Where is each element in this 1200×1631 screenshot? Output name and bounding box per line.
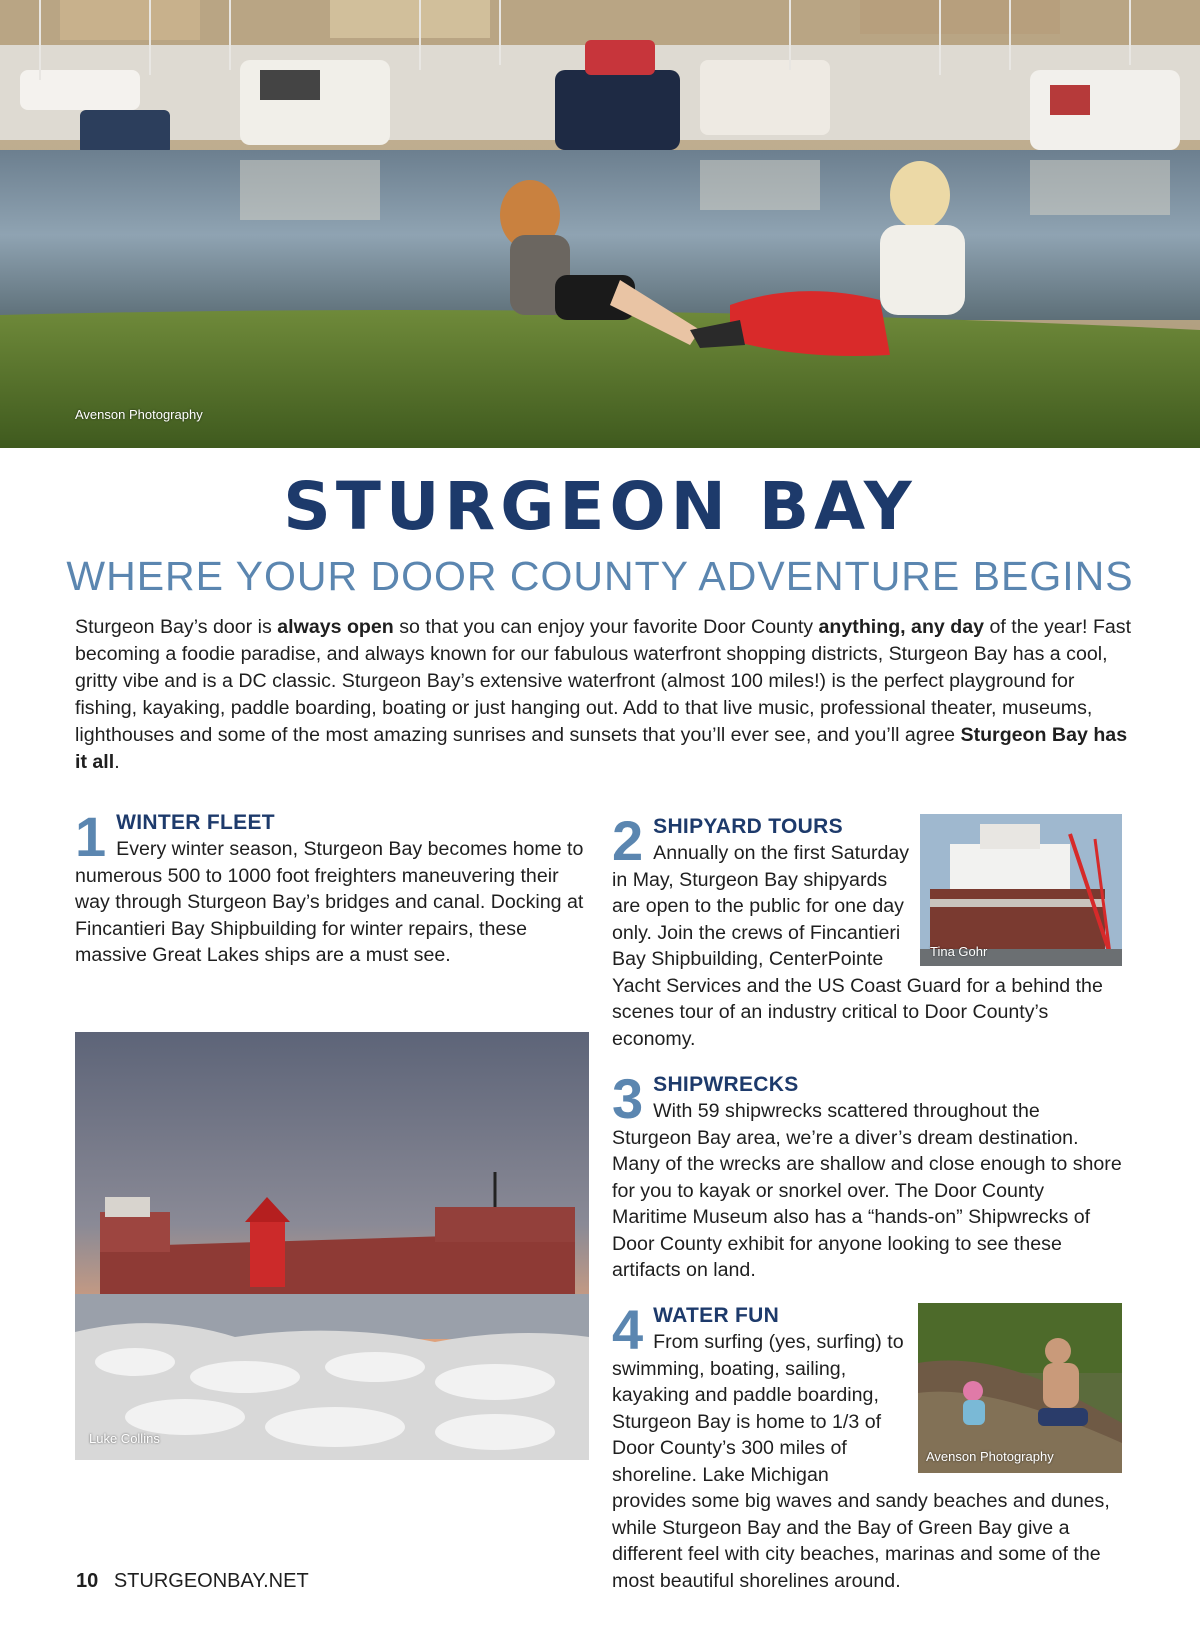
section-number: 4 <box>612 1298 644 1361</box>
intro-bold: Sturgeon Bay has it all <box>75 724 1128 773</box>
section-shipyard-tours <box>612 809 1122 1052</box>
shipyard-photo <box>920 814 1122 966</box>
section-heading: SHIPYARD TOURS <box>653 815 843 838</box>
section-number: 1 <box>75 805 107 868</box>
freighter-photo <box>75 1032 589 1460</box>
water-fun-photo <box>918 1303 1122 1473</box>
footer-site-link[interactable]: STURGEONBAY.NET <box>113 1570 309 1592</box>
freighter-image <box>75 1032 589 1460</box>
section-shipwrecks <box>612 1067 1122 1284</box>
water-fun-photo-credit: Avenson Photography <box>926 1449 1054 1464</box>
section-heading: WATER FUN <box>653 1304 780 1327</box>
page-footer <box>76 1570 309 1593</box>
intro-text: . <box>114 751 120 773</box>
hero-marina-image <box>0 0 1200 448</box>
freighter-photo-credit: Luke Collins <box>89 1431 160 1446</box>
section-heading: WINTER FLEET <box>116 811 275 834</box>
section-heading: SHIPWRECKS <box>653 1073 799 1096</box>
section-body: Annually on the first Saturday in May, Sturgeon Bay shipyards are open to the public for one day only. Join the crews of Fincantieri Bay Shipbuilding, CenterPointe Yacht Services and the US Coast Guard for a behind the scenes tour of an industry critical to Door County’s economy. <box>612 842 1103 1050</box>
page-subtitle: WHERE YOUR DOOR COUNTY ADVENTURE BEGINS <box>66 553 1134 599</box>
section-number: 2 <box>612 809 644 872</box>
shipyard-photo-credit: Tina Gohr <box>930 944 988 959</box>
page-title: STURGEON BAY <box>283 468 917 545</box>
section-body: Every winter season, Sturgeon Bay becomes home to numerous 500 to 1000 foot freighters maneuvering their way through Sturgeon Bay’s bridges and canal. Docking at Fincantieri Bay Shipbuilding for winter repairs, these massive Great Lakes ships are a must see. <box>75 838 584 966</box>
section-water-fun <box>612 1298 1122 1594</box>
intro-text: Sturgeon Bay’s door is <box>75 616 278 638</box>
intro-bold: always open <box>277 616 394 638</box>
intro-paragraph <box>75 614 1135 776</box>
intro-bold: anything, any day <box>818 616 985 638</box>
page-number: 10 <box>76 1570 99 1592</box>
section-body: From surfing (yes, surfing) to swimming, boating, sailing, kayaking and paddle boarding, Sturgeon Bay is home to 1/3 of Door County’s 300 miles of shoreline. Lake Michigan provides some big waves and sandy beaches and dunes, while Sturgeon Bay and the Bay of Green Bay give a different feel with city beaches, marinas and some of the most beautiful shorelines around. <box>612 1331 1110 1592</box>
section-number: 3 <box>612 1067 644 1130</box>
section-body: With 59 shipwrecks scattered throughout the Sturgeon Bay area, we’re a diver’s dream destination. Many of the wrecks are shallow and close enough to shore for you to kayak or snorkel over. The Door County Maritime Museum also has a “hands-on” Shipwrecks of Door County exhibit for anyone looking to see these artifacts on land. <box>612 1100 1122 1281</box>
intro-text: of the year! Fast becoming a foodie paradise, and always known for our fabulous waterfront shopping districts, Sturgeon Bay has a cool, gritty vibe and is a DC classic. Sturgeon Bay’s extensive waterfront (almost 100 miles!) is the perfect playground for fishing, kayaking, paddle boarding, boating or just hanging out. Add to that live music, professional theater, museums, lighthouses and some of the most amazing sunrises and sunsets that you’ll ever see, and you’ll agree <box>75 616 1132 746</box>
hero-photo <box>0 0 1200 448</box>
intro-text: so that you can enjoy your favorite Door County <box>393 616 819 638</box>
section-winter-fleet <box>75 805 585 969</box>
hero-photo-credit: Avenson Photography <box>75 407 203 422</box>
